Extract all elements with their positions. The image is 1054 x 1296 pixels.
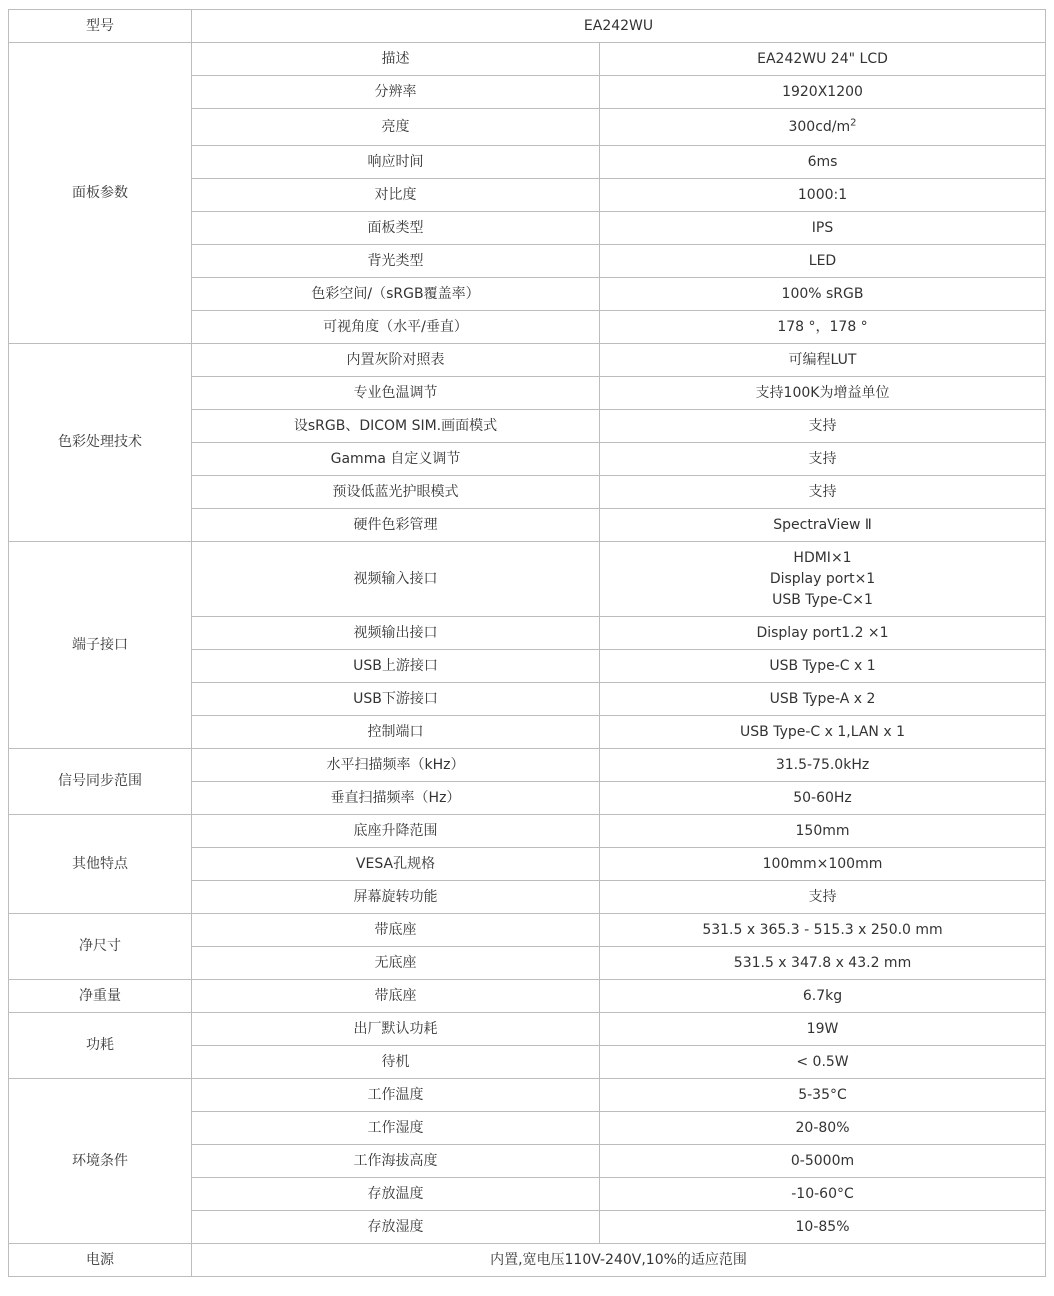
spec-value-cell: 531.5 x 347.8 x 43.2 mm <box>600 947 1046 980</box>
spec-value-cell: 20-80% <box>600 1112 1046 1145</box>
category-cell: 功耗 <box>9 1013 192 1079</box>
spec-value-cell: 6.7kg <box>600 980 1046 1013</box>
spec-value-cell: -10-60°C <box>600 1178 1046 1211</box>
spec-value-cell: 支持100K为增益单位 <box>600 377 1046 410</box>
spec-row <box>9 344 1046 377</box>
spec-value-cell: 531.5 x 365.3 - 515.3 x 250.0 mm <box>600 914 1046 947</box>
spec-name-cell: 工作湿度 <box>192 1112 600 1145</box>
spec-name-cell: 预设低蓝光护眼模式 <box>192 476 600 509</box>
spec-value-cell: 100% sRGB <box>600 278 1046 311</box>
spec-row <box>9 542 1046 617</box>
spec-value-cell: 1920X1200 <box>600 76 1046 109</box>
spec-value-cell: 19W <box>600 1013 1046 1046</box>
spec-name-cell: 存放湿度 <box>192 1211 600 1244</box>
spec-value-cell: 支持 <box>600 476 1046 509</box>
spec-value-cell: 6ms <box>600 146 1046 179</box>
spec-value-line: USB Type-C×1 <box>772 591 873 608</box>
spec-name-cell: 对比度 <box>192 179 600 212</box>
spec-name-cell: 可视角度（水平/垂直） <box>192 311 600 344</box>
power-row <box>9 1244 1046 1277</box>
spec-name-cell: 设sRGB、DICOM SIM.画面模式 <box>192 410 600 443</box>
spec-value-cell <box>600 542 1046 617</box>
spec-name-cell: 描述 <box>192 43 600 76</box>
spec-name-cell: 底座升降范围 <box>192 815 600 848</box>
category-cell: 面板参数 <box>9 43 192 344</box>
spec-name-cell: 水平扫描频率（kHz） <box>192 749 600 782</box>
spec-value-cell: EA242WU 24" LCD <box>600 43 1046 76</box>
spec-value-cell: 100mm×100mm <box>600 848 1046 881</box>
spec-name-cell: 待机 <box>192 1046 600 1079</box>
spec-name-cell: 色彩空间/（sRGB覆盖率） <box>192 278 600 311</box>
spec-name-cell: 分辨率 <box>192 76 600 109</box>
spec-value-cell <box>600 109 1046 146</box>
spec-value-cell: IPS <box>600 212 1046 245</box>
spec-name-cell: 专业色温调节 <box>192 377 600 410</box>
spec-value-cell: 支持 <box>600 410 1046 443</box>
spec-name-cell: 屏幕旋转功能 <box>192 881 600 914</box>
spec-value-cell: 支持 <box>600 881 1046 914</box>
category-cell: 信号同步范围 <box>9 749 192 815</box>
spec-value-cell: USB Type-C x 1 <box>600 650 1046 683</box>
spec-name-cell: USB下游接口 <box>192 683 600 716</box>
spec-row <box>9 749 1046 782</box>
spec-name-cell: 硬件色彩管理 <box>192 509 600 542</box>
spec-name-cell: 工作温度 <box>192 1079 600 1112</box>
category-cell: 色彩处理技术 <box>9 344 192 542</box>
spec-value-text: 300cd/m <box>788 118 851 135</box>
spec-value-cell: USB Type-A x 2 <box>600 683 1046 716</box>
spec-value-cell: USB Type-C x 1,LAN x 1 <box>600 716 1046 749</box>
spec-row <box>9 815 1046 848</box>
spec-name-cell: 带底座 <box>192 980 600 1013</box>
spec-name-cell: 垂直扫描频率（Hz） <box>192 782 600 815</box>
spec-table-body <box>9 10 1046 1277</box>
spec-value-cell: 5-35°C <box>600 1079 1046 1112</box>
spec-value-line: HDMI×1 <box>793 549 852 566</box>
model-value: EA242WU <box>192 10 1046 43</box>
power-value: 内置,宽电压110V-240V,10%的适应范围 <box>192 1244 1046 1277</box>
category-cell: 环境条件 <box>9 1079 192 1244</box>
category-cell: 端子接口 <box>9 542 192 749</box>
spec-value-cell: 50-60Hz <box>600 782 1046 815</box>
spec-value-cell: 支持 <box>600 443 1046 476</box>
spec-value-cell: 可编程LUT <box>600 344 1046 377</box>
spec-value-cell: Display port1.2 ×1 <box>600 617 1046 650</box>
spec-row <box>9 1079 1046 1112</box>
spec-value-cell: 0-5000m <box>600 1145 1046 1178</box>
spec-name-cell: 响应时间 <box>192 146 600 179</box>
spec-name-cell: 存放温度 <box>192 1178 600 1211</box>
spec-value-cell: 31.5-75.0kHz <box>600 749 1046 782</box>
spec-row <box>9 980 1046 1013</box>
spec-name-cell: Gamma 自定义调节 <box>192 443 600 476</box>
spec-value-superscript: 2 <box>850 116 857 128</box>
spec-name-cell: 内置灰阶对照表 <box>192 344 600 377</box>
spec-value-cell: 150mm <box>600 815 1046 848</box>
spec-name-cell: 面板类型 <box>192 212 600 245</box>
spec-value-cell: 1000:1 <box>600 179 1046 212</box>
category-cell: 净尺寸 <box>9 914 192 980</box>
spec-name-cell: 视频输入接口 <box>192 542 600 617</box>
spec-name-cell: VESA孔规格 <box>192 848 600 881</box>
model-row <box>9 10 1046 43</box>
spec-name-cell: 控制端口 <box>192 716 600 749</box>
spec-value-cell: SpectraView Ⅱ <box>600 509 1046 542</box>
spec-table <box>8 9 1046 1277</box>
spec-row <box>9 914 1046 947</box>
spec-row <box>9 1013 1046 1046</box>
spec-name-cell: 无底座 <box>192 947 600 980</box>
model-label: 型号 <box>9 10 192 43</box>
spec-value-line: Display port×1 <box>769 570 876 587</box>
spec-value-cell: 178 °，178 ° <box>600 311 1046 344</box>
spec-name-cell: 带底座 <box>192 914 600 947</box>
spec-name-cell: USB上游接口 <box>192 650 600 683</box>
spec-value-cell: < 0.5W <box>600 1046 1046 1079</box>
spec-name-cell: 出厂默认功耗 <box>192 1013 600 1046</box>
spec-value-cell: 10-85% <box>600 1211 1046 1244</box>
spec-name-cell: 工作海拔高度 <box>192 1145 600 1178</box>
spec-row <box>9 43 1046 76</box>
spec-name-cell: 视频输出接口 <box>192 617 600 650</box>
power-label: 电源 <box>9 1244 192 1277</box>
spec-value-cell: LED <box>600 245 1046 278</box>
spec-name-cell: 亮度 <box>192 109 600 146</box>
category-cell: 净重量 <box>9 980 192 1013</box>
category-cell: 其他特点 <box>9 815 192 914</box>
spec-name-cell: 背光类型 <box>192 245 600 278</box>
